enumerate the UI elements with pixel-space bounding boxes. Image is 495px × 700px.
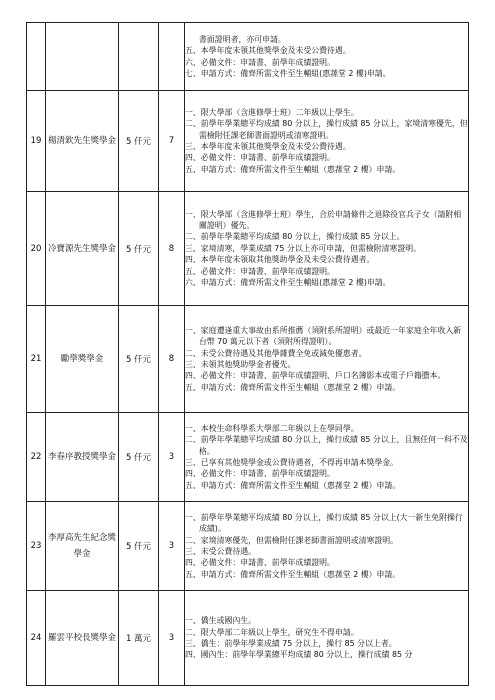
requirement-item: 一、前學年學業總平均成績 80 分以上，操行成績 85 分以上(大一新生免附操行成績)。 (185, 512, 463, 534)
scholarship-table (26, 22, 469, 686)
scholarship-requirements (185, 502, 469, 591)
requirement-item: 四、本學年度未領取其他獎助學金及未受公費待遇者。 (185, 255, 375, 265)
requirement-item: 五、申請方式：備齊所需文件至生輔組（惠蓀堂 2 樓）申請。 (185, 382, 401, 392)
table-row (27, 192, 469, 306)
scholarship-table-body (27, 23, 469, 686)
requirement-item: 七、申請方式：備齊所需文件至生輔組(惠蓀堂 2 樓)申請。 (185, 68, 391, 78)
requirement-item: 五、申請方式：備齊所需文件至生輔組（惠蓀堂 2 樓）申請。 (185, 480, 401, 490)
scholarship-amount: 5 仟元 (119, 502, 159, 591)
scholarship-quota: 3 (159, 502, 185, 591)
scholarship-quota: 8 (159, 306, 185, 413)
scholarship-quota: 3 (159, 413, 185, 502)
requirement-item: 四、必備文件：申請書、前學年成績證明、戶口名簿影本或電子戶籍謄本。 (185, 371, 446, 381)
requirement-item: 二、家境清寒優先，但需檢附任課老師書面證明或清寒證明。 (185, 535, 399, 545)
scholarship-number: 24 (27, 591, 46, 686)
requirement-item: 六、申請方式：備齊所需文件至生輔組(惠蓀堂 2 樓)申請。 (185, 278, 391, 288)
scholarship-requirements (185, 591, 469, 686)
scholarship-number: 23 (27, 502, 46, 591)
table-row (27, 413, 469, 502)
scholarship-quota: 7 (159, 91, 185, 192)
scholarship-number: 19 (27, 91, 46, 192)
requirement-item: 三、未領其他獎助學金者優先。 (185, 360, 296, 369)
requirement-item: 六、必備文件：申請書、前學年成績證明。 (185, 57, 335, 67)
requirement-item: 五、申請方式：備齊所需文件至生輔組（惠蓀堂 2 樓）申請。 (185, 569, 401, 579)
scholarship-quota: 8 (159, 192, 185, 306)
scholarship-name: 李厚高先生紀念獎學金 (46, 502, 119, 591)
requirement-item: 一、限大學部（含進修學士班）二年級以上學生。 (185, 107, 359, 117)
requirement-item: 三、已享有其他獎學金或公費待遇者，不得再申請本獎學金。 (185, 458, 399, 467)
scholarship-amount: 1 萬元 (119, 591, 159, 686)
scholarship-quota (159, 23, 185, 91)
scholarship-name: 勵學獎學金 (46, 306, 119, 413)
scholarship-amount: 5 仟元 (119, 306, 159, 413)
scholarship-name: 楊清欽先生獎學金 (46, 91, 119, 192)
requirement-item: 四、必備文件：申請書、前學年成績證明。 (185, 153, 335, 163)
requirement-item: 五、申請方式：備齊所需文件至生輔組（惠蓀堂 2 樓）申請。 (185, 164, 401, 174)
requirement-item: 書面證明者，亦可申請。 (199, 34, 286, 44)
table-row (27, 591, 469, 686)
requirement-item: 三、僑生：前學年學業成績 75 分以上，操行 85 分以上者。 (185, 639, 397, 648)
requirement-item: 二、前學年學業總平均成績 80 分以上，操行成績 85 分以上，且無任何一科不及格。 (185, 435, 468, 456)
scholarship-number: 22 (27, 413, 46, 502)
scholarship-requirements (185, 23, 469, 91)
scholarship-amount: 5 仟元 (119, 413, 159, 502)
requirement-item: 二、前學年學業總平均成績 80 分以上，操行成績 85 分以上，家境清寒優先，但需檢附任課老師書面證明或清寒證明。 (185, 119, 468, 140)
requirement-item: 三、本學年度未領其他獎學金及未受公費待遇。 (185, 142, 351, 151)
scholarship-name (46, 23, 119, 91)
scholarship-amount: 5 仟元 (119, 91, 159, 192)
scholarship-quota: 3 (159, 591, 185, 686)
requirement-item: 一、家庭遭逢重大事故由系所推薦（須附系所證明）或最近一年家庭全年收入新台幣 70 萬元以下者（須附所得證明）。 (185, 325, 462, 347)
table-row (27, 23, 469, 91)
requirement-item: 一、限大學部（含進修學士班）學生，合於申請條件之退除役官兵子女（請附相關證明）優先。 (185, 209, 462, 230)
requirement-item: 一、本校生命科學系大學部二年級以上在學同學。 (185, 423, 359, 433)
scholarship-name: 李春序教授獎學金 (46, 413, 119, 502)
requirement-item: 二、前學年學業總平均成績 80 分以上，操行成績 85 分以上。 (185, 232, 405, 242)
scholarship-requirements (185, 306, 469, 413)
table-row (27, 502, 469, 591)
requirement-item: 五、必備文件：申請書、前學年成績證明。 (185, 266, 335, 276)
requirement-item: 一、僑生或國內生。 (185, 616, 257, 626)
scholarship-requirements (185, 91, 469, 192)
requirement-item: 四、必備文件：申請書、前學年成績證明。 (185, 558, 335, 568)
scholarship-requirements (185, 413, 469, 502)
requirement-item: 三、家境清寒，學業成績 75 分以上亦可申請，但需檢附清寒證明。 (185, 243, 421, 253)
table-row (27, 91, 469, 192)
requirement-item: 四、必備文件：申請書、前學年成績證明。 (185, 469, 335, 479)
requirement-item: 三、未受公費待遇。 (185, 547, 257, 556)
table-row (27, 306, 469, 413)
scholarship-number: 21 (27, 306, 46, 413)
scholarship-requirements (185, 192, 469, 306)
scholarship-number: 20 (27, 192, 46, 306)
scholarship-amount: 5 仟元 (119, 192, 159, 306)
scholarship-name: 羅雲平校長獎學金 (46, 591, 119, 686)
scholarship-number (27, 23, 46, 91)
requirement-item: 五、本學年度未領其他獎學金及未受公費待遇。 (185, 46, 351, 56)
scholarship-name: 冷寶源先生獎學金 (46, 192, 119, 306)
requirement-item: 二、未受公費待遇及其他學雜費全免或減免優惠者。 (185, 348, 367, 358)
scholarship-amount (119, 23, 159, 91)
requirement-item: 二、限大學部二年級以上學生，研究生不得申請。 (185, 627, 359, 637)
requirement-item: 四、國內生：前學年學業總平均成績 80 分以上，操行成績 85 分 (185, 650, 413, 660)
